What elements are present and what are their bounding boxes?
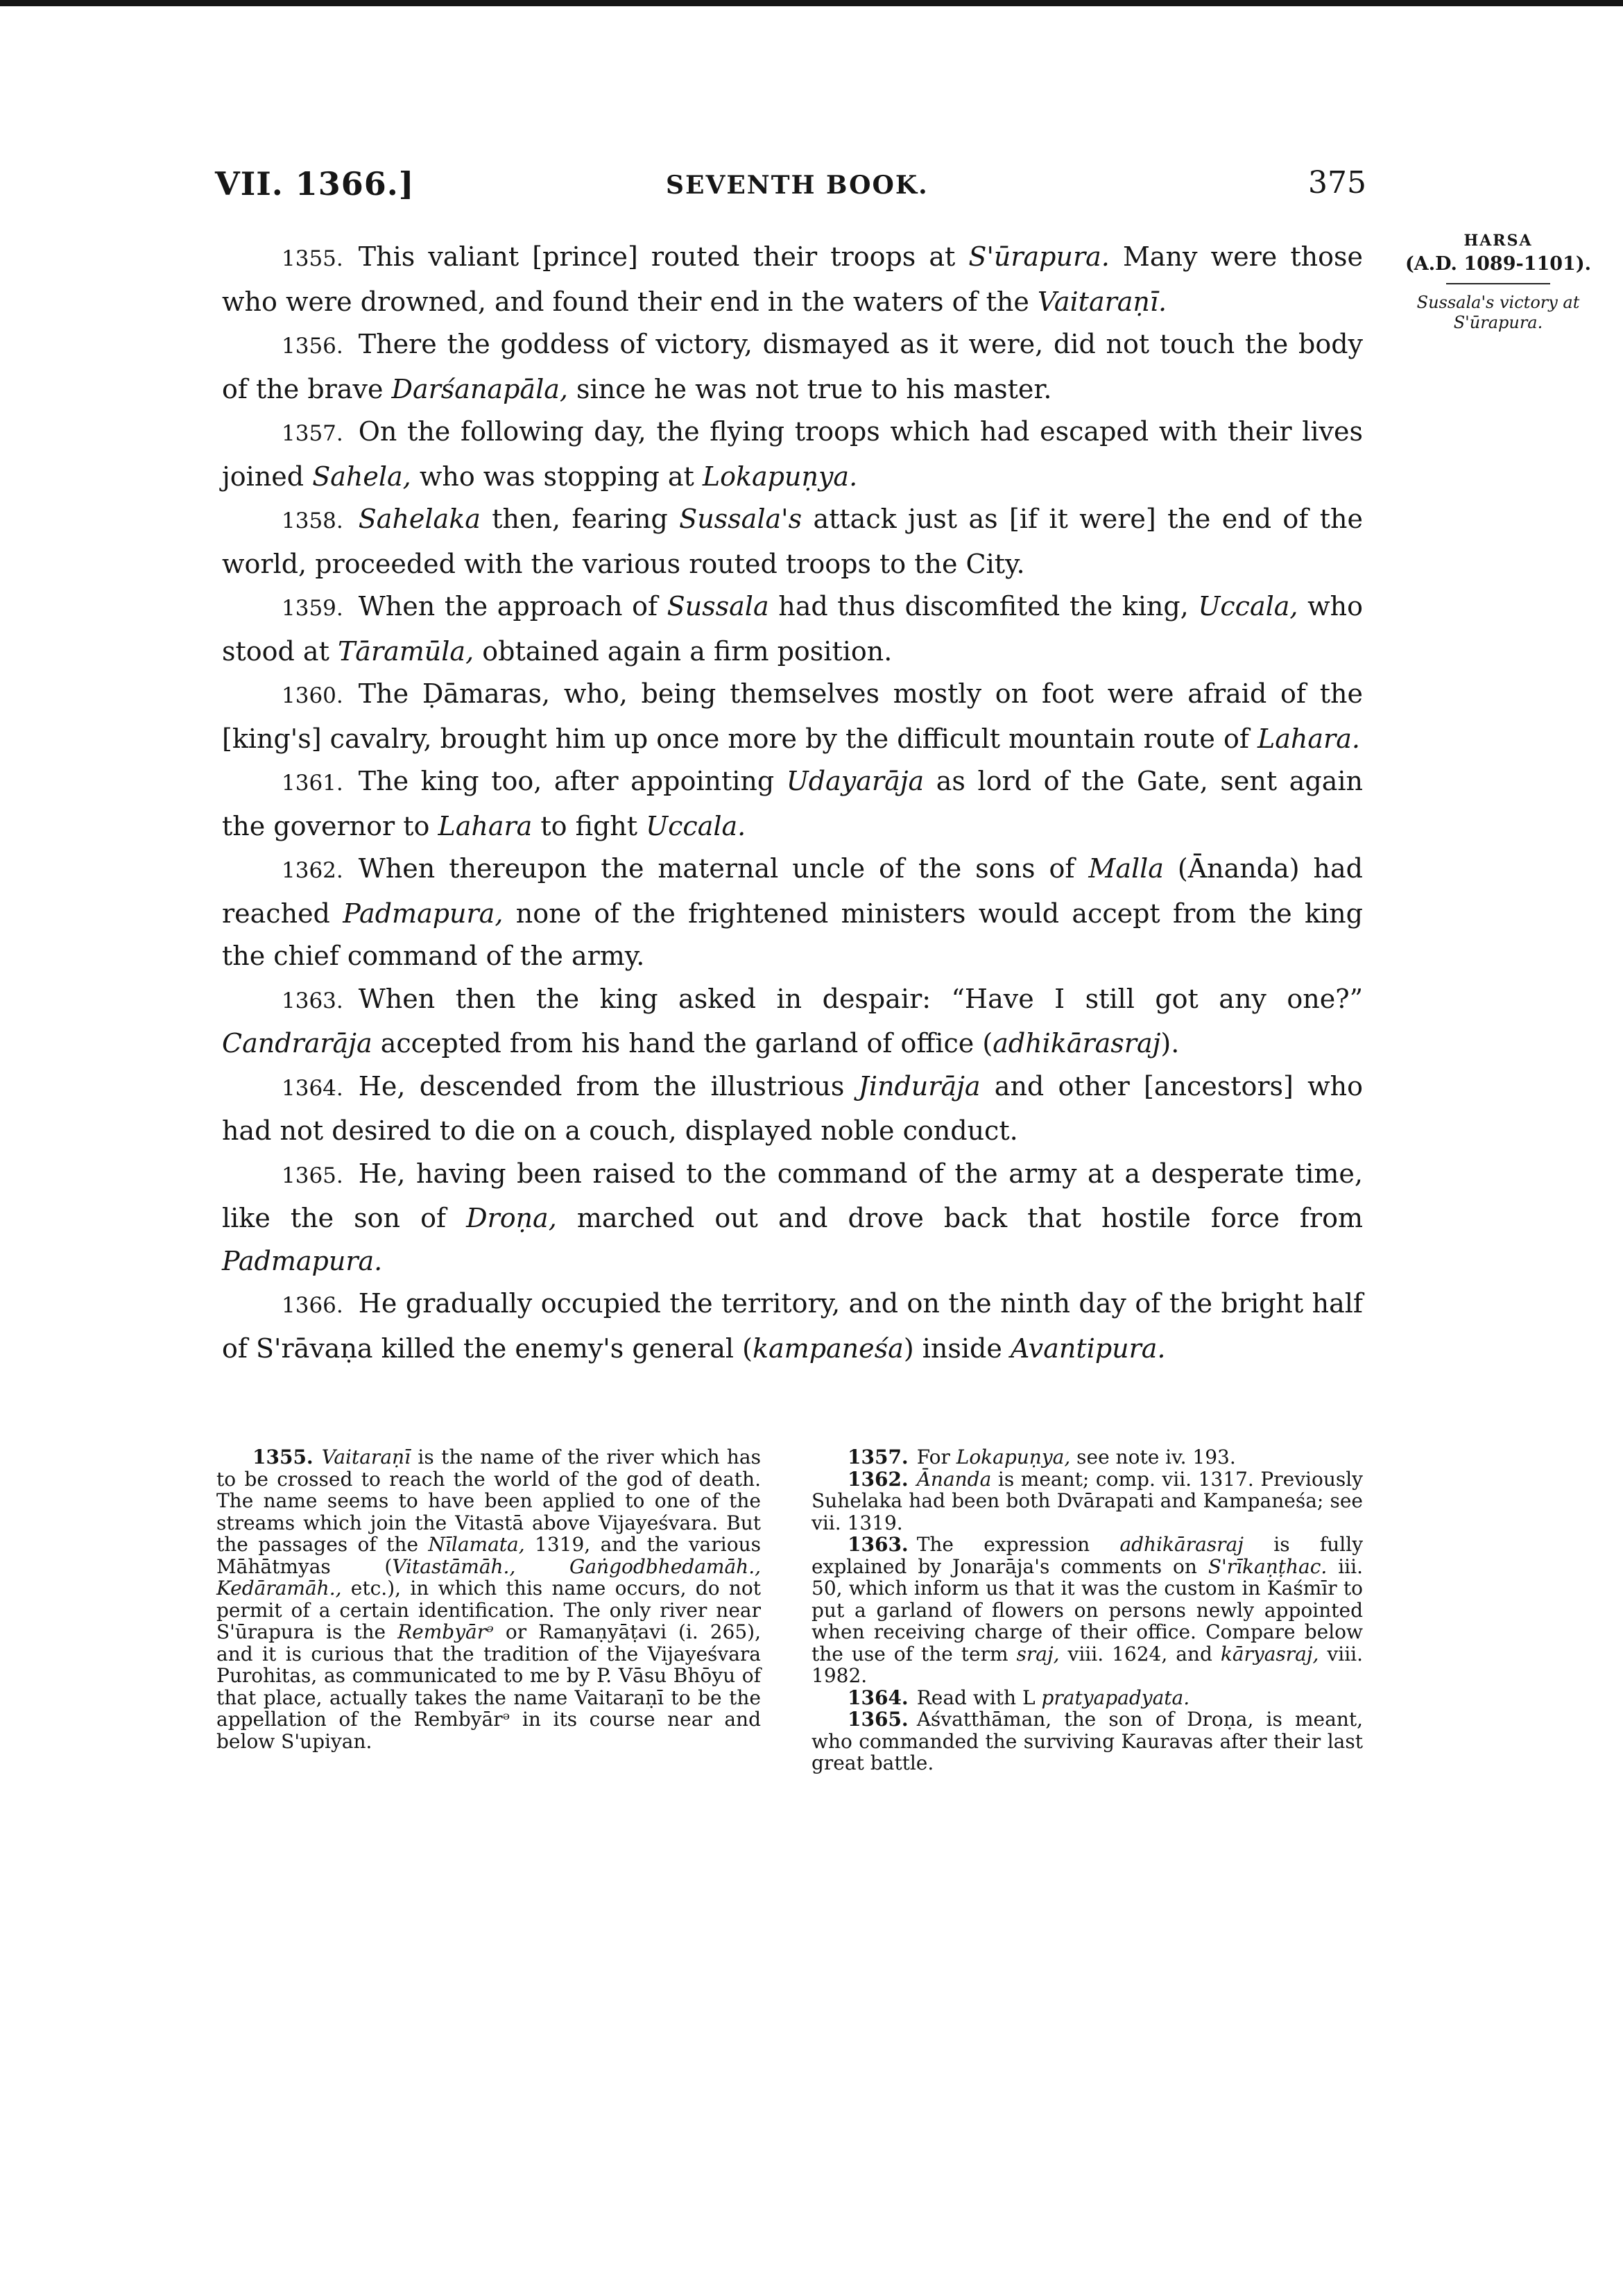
verse-text: had thus discomfited the king, <box>768 591 1199 622</box>
verse-text: Padmapura, <box>343 898 504 929</box>
footnotes-right-column <box>812 1446 1363 1774</box>
verse <box>222 848 1363 978</box>
sidenote-caption-line1: Sussala's victory at <box>1416 293 1580 312</box>
footnote <box>812 1468 1363 1534</box>
verse-text: Lokapuṇya. <box>702 461 858 492</box>
verse-text: who stood at <box>222 591 1363 667</box>
verse-text: then, fearing <box>480 504 680 534</box>
verse-text: Darśanapāla, <box>391 373 568 404</box>
verse-number: 1363. <box>282 988 343 1013</box>
verse-text: When the approach of <box>358 591 667 622</box>
verse <box>222 1153 1363 1283</box>
footnote <box>812 1708 1363 1774</box>
verse-number: 1360. <box>282 683 343 708</box>
verse-text: Malla <box>1088 853 1164 884</box>
verse-text: none of the frightened ministers would accept from the king the chief command of the army. <box>222 898 1363 971</box>
verse-text: Sussala <box>667 591 769 622</box>
page-header <box>215 165 1366 214</box>
verse-number: 1359. <box>282 596 343 621</box>
verse-text: Sussala's <box>679 504 802 534</box>
verse-number: 1366. <box>282 1293 343 1318</box>
main-text <box>222 236 1363 1370</box>
verse-text: ). <box>1160 1028 1180 1059</box>
footnote-text: Aśvatthāman, the son of Droṇa, is meant, who commanded the surviving Kauravas after their last great battle. <box>812 1708 1363 1774</box>
footnote-text: S'rīkaṇṭhac. <box>1208 1554 1328 1578</box>
footnote-text: sraj, <box>1016 1642 1060 1665</box>
page-number: 375 <box>1308 165 1366 200</box>
verse <box>222 323 1363 411</box>
verse-text: Jindurāja <box>858 1070 981 1102</box>
top-border <box>0 0 1623 6</box>
verse-text: Sahelaka <box>358 504 481 534</box>
verse-text: On the following day, the flying troops which had escaped with their lives joined <box>222 416 1363 492</box>
verse-text: ) inside <box>903 1333 1011 1364</box>
footnote-text: Vaitaraṇī <box>321 1446 411 1468</box>
verse-text: The Ḍāmaras, who, being themselves mostly on foot were afraid of the [king's] cavalry, brought him up once more by the difficult mountain route of <box>222 678 1363 754</box>
footnote-text: Rembyārᵊ <box>397 1620 494 1643</box>
footnote-text: viii. 1624, and <box>1059 1642 1221 1665</box>
verse <box>222 978 1363 1065</box>
verse-number: 1356. <box>282 334 343 359</box>
footnote-number: 1362. <box>848 1467 909 1491</box>
footnote-number: 1365. <box>848 1708 909 1731</box>
footnote-text: Ānanda <box>916 1467 992 1491</box>
footnote-text: Vitastāmāh., Gaṅgodbhedamāh., Kedāramāh., <box>216 1554 761 1600</box>
verse <box>222 1065 1363 1153</box>
verse-text: attack just as [if it were] the end of the world, proceeded with the various routed troops to the City. <box>222 504 1363 579</box>
verse <box>222 498 1363 585</box>
footnote-number: 1357. <box>848 1446 909 1468</box>
verse <box>222 1283 1363 1370</box>
verse-text: and other [ancestors] who had not desired to die on a couch, displayed noble conduct. <box>222 1070 1363 1146</box>
verse-text: Sahela, <box>312 461 411 492</box>
footnote-number: 1363. <box>848 1533 909 1556</box>
verse-text: There the goddess of victory, dismayed as it were, did not touch the body of the brave <box>222 329 1363 404</box>
verse-text: He, descended from the illustrious <box>358 1070 859 1102</box>
verse-text: Candrarāja <box>222 1028 372 1059</box>
footnote-text: or Ramaṇyāṭavi (i. 265), and it is curious that the tradition of the Vijayeśvara Purohitas, as communicated to me by P. Vāsu Bhōyu of that place, actually takes the name Vaitaraṇī to be the appellation of the Rembyārᵊ in its course near and below S'upiyan. <box>216 1620 761 1753</box>
footnote-text: see note iv. 193. <box>1070 1446 1236 1468</box>
verse-text: Vaitaraṇī. <box>1037 286 1167 317</box>
verse-text: Padmapura. <box>222 1245 383 1276</box>
footnote-text: The expression <box>916 1533 1120 1556</box>
footnote-text: iii. 50, which inform us that it was the custom in Kaśmīr to put a garland of flowers on persons newly appointed when receiving charge of their office. Compare below the use of the term <box>812 1554 1363 1665</box>
verse-number: 1362. <box>282 858 343 883</box>
verse-number: 1364. <box>282 1075 343 1101</box>
verse-text: Many were those who were drowned, and found their end in the waters of the <box>222 241 1363 317</box>
footnote <box>812 1687 1363 1709</box>
verse <box>222 236 1363 323</box>
verse-text: S'ūrapura. <box>968 241 1110 272</box>
verse <box>222 673 1363 760</box>
sidenote-date: (A.D. 1089-1101). <box>1405 253 1592 275</box>
running-head-reference: VII. 1366.] <box>215 165 415 203</box>
verse-text: obtained again a firm position. <box>474 635 893 667</box>
verse-text: to fight <box>532 810 646 841</box>
verse-text: kampaneśa <box>752 1333 904 1364</box>
footnote <box>812 1446 1363 1468</box>
verse <box>222 411 1363 498</box>
verse-text: Udayarāja <box>786 766 925 796</box>
verse-number: 1357. <box>282 421 343 446</box>
verse-text: marched out and drove back that hostile force from <box>556 1203 1364 1233</box>
verse-text: He gradually occupied the territory, and on the ninth day of the bright half of S'rāvaṇa killed the enemy's general ( <box>222 1288 1363 1364</box>
verse-text: Lahara. <box>1257 723 1360 754</box>
verse-text: who was stopping at <box>411 461 703 492</box>
footnote-text: pratyapadyata. <box>1041 1686 1190 1709</box>
verse-text: (Ānanda) had reached <box>222 853 1363 929</box>
footnote-text: viii. 1982. <box>812 1642 1364 1687</box>
verse-text: When then the king asked in despair: “Have I still got any one?” <box>358 983 1363 1014</box>
sidenote-divider <box>1446 283 1550 284</box>
footnote-text: 1319, and the various Māhātmyas ( <box>216 1533 761 1578</box>
running-head-title: SEVENTH BOOK. <box>666 171 929 200</box>
footnote-number: 1355. <box>252 1446 314 1468</box>
footnote-text: is meant; comp. vii. 1317. Previously Suhelaka had been both Dvārapati and Kampaneśa; see vii. 1319. <box>812 1467 1363 1534</box>
verse-text: This valiant [prince] routed their troops at <box>358 241 969 272</box>
footnote-text: adhikārasraj <box>1119 1533 1244 1556</box>
verse-text: adhikārasraj <box>993 1028 1161 1059</box>
footnote-number: 1364. <box>848 1686 909 1709</box>
footnote <box>216 1446 761 1752</box>
footnote <box>812 1534 1363 1687</box>
verse <box>222 760 1363 848</box>
verse-number: 1365. <box>282 1163 343 1188</box>
verse-text: Lahara <box>438 810 533 841</box>
sidenote-caption-line2: S'ūrapura. <box>1453 313 1543 332</box>
verse-number: 1361. <box>282 771 343 796</box>
footnote-text: Nīlamata, <box>428 1533 525 1556</box>
verse-text: Uccala. <box>646 810 746 841</box>
footnotes-left-column <box>216 1446 761 1752</box>
verse-text: Uccala, <box>1198 591 1298 622</box>
verse-text: The king too, after appointing <box>358 766 787 796</box>
verse-text: Droṇa, <box>466 1203 557 1233</box>
verse <box>222 585 1363 673</box>
verse-text: accepted from his hand the garland of office ( <box>372 1028 993 1059</box>
footnote-text: For <box>916 1446 956 1468</box>
verse-text: since he was not true to his master. <box>567 373 1052 404</box>
footnote-text: is fully explained by Jonarāja's comments on <box>812 1533 1364 1578</box>
verse-number: 1355. <box>282 246 343 271</box>
footnote-text: Read with L <box>916 1686 1042 1709</box>
footnote-text: Lokapuṇya, <box>956 1446 1071 1468</box>
verse-text: as lord of the Gate, sent again the governor to <box>222 766 1363 841</box>
footnote-text: kāryasraj, <box>1220 1642 1319 1665</box>
margin-sidenote <box>1391 229 1606 333</box>
sidenote-king: HARSA <box>1463 232 1533 250</box>
verse-text: He, having been raised to the command of the army at a desperate time, like the son of <box>222 1158 1363 1233</box>
footnote-text: is the name of the river which has to be crossed to reach the world of the god of death. The name seems to have been applied to one of the streams which join the Vitastā above Vijayeśvara. But the passages of the <box>216 1446 761 1556</box>
verse-number: 1358. <box>282 508 343 533</box>
verse-text: Tāramūla, <box>337 635 474 667</box>
verse-text: Avantipura. <box>1010 1333 1166 1364</box>
verse-text: When thereupon the maternal uncle of the sons of <box>358 853 1089 884</box>
footnote-text: etc.), in which this name occurs, do not permit of a certain identification. The only river near S'ūrapura is the <box>216 1577 761 1643</box>
